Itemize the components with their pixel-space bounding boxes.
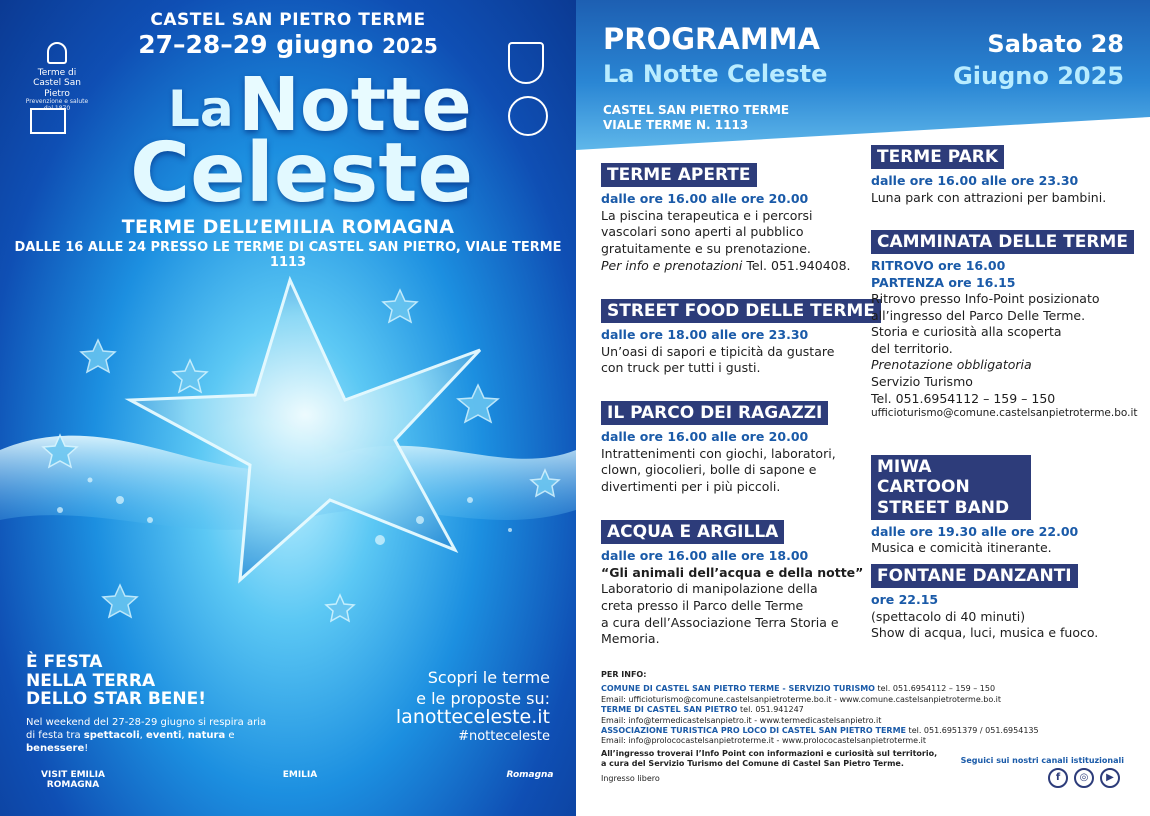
- contact-tel: tel. 051.941247: [737, 705, 804, 715]
- section-time: dalle ore 16.00 alle ore 20.00: [601, 429, 809, 445]
- contact-org: TERME DI CASTEL SAN PIETRO: [601, 705, 738, 715]
- festa-text-f: natura: [187, 730, 226, 741]
- terme-logo-icon: [47, 42, 67, 64]
- section-camminata: [871, 230, 1141, 421]
- contact-email[interactable]: Email: ufficioturismo@comune.castelsanpietroterme.bo.it - www.comune.castelsanpietroterme.bo.it: [601, 694, 1002, 704]
- body-line: Show di acqua, luci, musica e fuoco.: [871, 625, 1099, 641]
- festa-text-i: !: [84, 743, 89, 754]
- contact-heading: PER INFO:: [601, 670, 647, 679]
- festa-line2: NELLA TERRA: [26, 670, 156, 691]
- title-celeste: Celeste: [130, 126, 474, 221]
- scopri-line2: e le proposte su:: [416, 688, 550, 708]
- logo-line3: Prevenzione e salute dal 1870: [25, 98, 89, 112]
- section-acqua-argilla: [601, 520, 881, 648]
- event-days: 27–28–29 giugno: [138, 30, 374, 59]
- festa-line3: DELLO STAR BENE!: [26, 689, 207, 710]
- body-line: a cura dell’Associazione Terra Storia e: [601, 614, 839, 630]
- facebook-icon[interactable]: f: [1048, 768, 1068, 788]
- free-entry-note: Ingresso libero: [601, 773, 660, 783]
- section-title: FONTANE DANZANTI: [871, 564, 1078, 588]
- section-time-ritrovo: RITROVO ore 16.00: [871, 258, 1006, 274]
- section-title: CAMMINATA DELLE TERME: [871, 230, 1134, 254]
- seal-logo-icon: [508, 96, 548, 136]
- contact-tel: tel. 051.6951379 / 051.6954135: [906, 725, 1039, 735]
- section-fontane: [871, 564, 1141, 642]
- section-quote: “Gli animali dell’acqua e della notte”: [601, 564, 864, 580]
- partner-logo-icon: [30, 108, 66, 134]
- section-body: [601, 565, 881, 648]
- section-title: ACQUA E ARGILLA: [601, 520, 784, 544]
- body-line: clown, giocolieri, bolle di sapone e: [601, 462, 817, 478]
- section-body: [601, 344, 881, 377]
- contact-org: COMUNE DI CASTEL SAN PIETRO TERME - SERVIZIO TURISMO: [601, 684, 875, 694]
- body-line: Laboratorio di manipolazione della: [601, 581, 818, 597]
- section-time: dalle ore 19.30 alle ore 22.00: [871, 524, 1079, 540]
- contact-info: [601, 670, 1041, 784]
- title-line2: STREET BAND: [877, 497, 1010, 518]
- body-line: Musica e comicità itinerante.: [871, 540, 1052, 556]
- sponsor-visit-emilia: VISIT EMILIA ROMAGNA: [41, 770, 105, 790]
- body-line: vascolari sono aperti al pubblico: [601, 224, 804, 240]
- info-line: [601, 258, 871, 275]
- website-link[interactable]: lanotteceleste.it: [395, 706, 550, 728]
- section-terme-aperte: [601, 163, 871, 274]
- youtube-icon[interactable]: ▶: [1100, 768, 1120, 788]
- event-place: CASTEL SAN PIETRO TERME: [150, 10, 426, 30]
- festa-text-c: ,: [139, 730, 146, 741]
- body-line: Luna park con attrazioni per bambini.: [871, 189, 1107, 205]
- scopri-text: [350, 668, 550, 710]
- title-notte: Notte: [238, 62, 472, 148]
- body-line: La piscina terapeutica e i percorsi: [601, 207, 813, 223]
- section-title: STREET FOOD DELLE TERME: [601, 299, 881, 323]
- instagram-icon[interactable]: ◎: [1074, 768, 1094, 788]
- body-line: gratuitamente e su prenotazione.: [601, 240, 811, 256]
- section-time: dalle ore 16.00 alle ore 18.00: [601, 548, 809, 564]
- info-tel: Tel. 051.940408.: [742, 257, 851, 273]
- body-line: (spettacolo di 40 minuti): [871, 608, 1026, 624]
- contact-org: ASSOCIAZIONE TURISTICA PRO LOCO DI CASTEL SAN PIETRO TERME: [601, 725, 907, 735]
- logo-line2: Castel San Pietro: [33, 78, 81, 99]
- festa-line1: È FESTA: [26, 652, 103, 672]
- festa-text-e: ,: [181, 730, 188, 741]
- body-line: Memoria.: [601, 631, 660, 647]
- social-label: Seguici sui nostri canali istituzionali: [960, 756, 1124, 765]
- section-miwa: [871, 455, 1141, 557]
- festa-description: [26, 716, 276, 755]
- festa-headline: [26, 653, 206, 709]
- contact-email[interactable]: Email: info@prolococastelsanpietroterme.it - www.prolococastelsanpietroterme.it: [601, 736, 927, 746]
- sponsor-emilia: EMILIA: [282, 770, 318, 780]
- festa-text-d: eventi: [145, 730, 182, 741]
- program-subheading: La Notte Celeste: [603, 60, 828, 88]
- festa-text-h: benessere: [26, 743, 85, 754]
- section-body: [871, 540, 1141, 557]
- program-date-month: Giugno 2025: [953, 62, 1124, 90]
- section-body: [871, 190, 1141, 207]
- contact-tel: tel. 051.6954112 – 159 – 150: [874, 684, 996, 694]
- festa-text-a: Nel weekend del 27-28-29 giugno si respira aria di festa tra: [26, 717, 267, 741]
- contact-email[interactable]: Email: info@termedicastelsanpietro.it - www.termedicastelsanpietro.it: [601, 715, 882, 725]
- body-line: con truck per tutti i gusti.: [601, 360, 761, 376]
- info-italic: Per info e prenotazioni: [601, 257, 743, 273]
- title-la: La: [168, 80, 234, 138]
- email-link[interactable]: ufficioturismo@comune.castelsanpietroterme.bo.it: [871, 407, 1138, 420]
- water-star-illustration: [0, 250, 576, 630]
- body-line: del territorio.: [871, 340, 953, 356]
- program-heading: PROGRAMMA: [603, 22, 820, 56]
- event-year: 2025: [382, 34, 438, 58]
- section-body: [871, 609, 1141, 642]
- body-line: Storia e curiosità alla scoperta: [871, 324, 1062, 340]
- section-time-partenza: PARTENZA ore 16.15: [871, 274, 1016, 290]
- festa-text-g: e: [225, 730, 235, 741]
- body-line: Intrattenimenti con giochi, laboratori,: [601, 445, 836, 461]
- poster-hours: DALLE 16 ALLE 24 PRESSO LE TERME DI CASTEL SAN PIETRO, VIALE TERME 1113: [14, 240, 562, 270]
- festa-text-b: spettacoli: [83, 730, 140, 741]
- section-terme-park: [871, 145, 1141, 206]
- section-time: dalle ore 18.00 alle ore 23.30: [601, 327, 809, 343]
- body-line: divertimenti per i più piccoli.: [601, 478, 781, 494]
- section-title: IL PARCO DEI RAGAZZI: [601, 401, 828, 425]
- program-date-day: Sabato 28: [987, 30, 1124, 58]
- section-title: TERME APERTE: [601, 163, 757, 187]
- program-place-line2: VIALE TERME N. 1113: [603, 118, 749, 132]
- program-panel: [576, 0, 1150, 816]
- body-line: Tel. 051.6954112 – 159 – 150: [871, 390, 1056, 406]
- section-time: dalle ore 16.00 alle ore 23.30: [871, 173, 1079, 189]
- terme-logo: [22, 42, 92, 113]
- title-line1: MIWA CARTOON: [877, 457, 970, 498]
- section-body: [601, 208, 871, 275]
- section-body: [871, 291, 1141, 421]
- section-title: [871, 455, 1031, 520]
- info-note-line1: All’ingresso troverai l’Info Point con informazioni e curiosità sul territorio,: [601, 748, 938, 758]
- section-title: TERME PARK: [871, 145, 1004, 169]
- section-time: ore 22.15: [871, 592, 939, 608]
- municipal-crest-icon: [508, 42, 544, 84]
- info-note-line2: a cura del Servizio Turismo del Comune di Castel San Pietro Terme.: [601, 759, 904, 769]
- body-line: Servizio Turismo: [871, 374, 973, 390]
- program-place-line1: CASTEL SAN PIETRO TERME: [603, 103, 790, 117]
- body-line: Un’oasi di sapori e tipicità da gustare: [601, 343, 835, 359]
- booking-italic: Prenotazione obbligatoria: [871, 357, 1032, 373]
- body-line: Ritrovo presso Info-Point posizionato: [871, 290, 1100, 306]
- section-body: [601, 446, 871, 496]
- section-parco-ragazzi: [601, 401, 871, 496]
- section-time: dalle ore 16.00 alle ore 20.00: [601, 191, 809, 207]
- body-line: all’ingresso del Parco Delle Terme.: [871, 307, 1086, 323]
- body-line: creta presso il Parco delle Terme: [601, 597, 804, 613]
- sponsor-romagna: Romagna: [506, 770, 554, 780]
- section-street-food: [601, 299, 881, 377]
- logo-line1: Terme di: [37, 68, 77, 78]
- hashtag: #notteceleste: [458, 729, 550, 744]
- poster-subtitle: TERME DELL’EMILIA ROMAGNA: [121, 216, 455, 238]
- scopri-line1: Scopri le terme: [427, 668, 550, 687]
